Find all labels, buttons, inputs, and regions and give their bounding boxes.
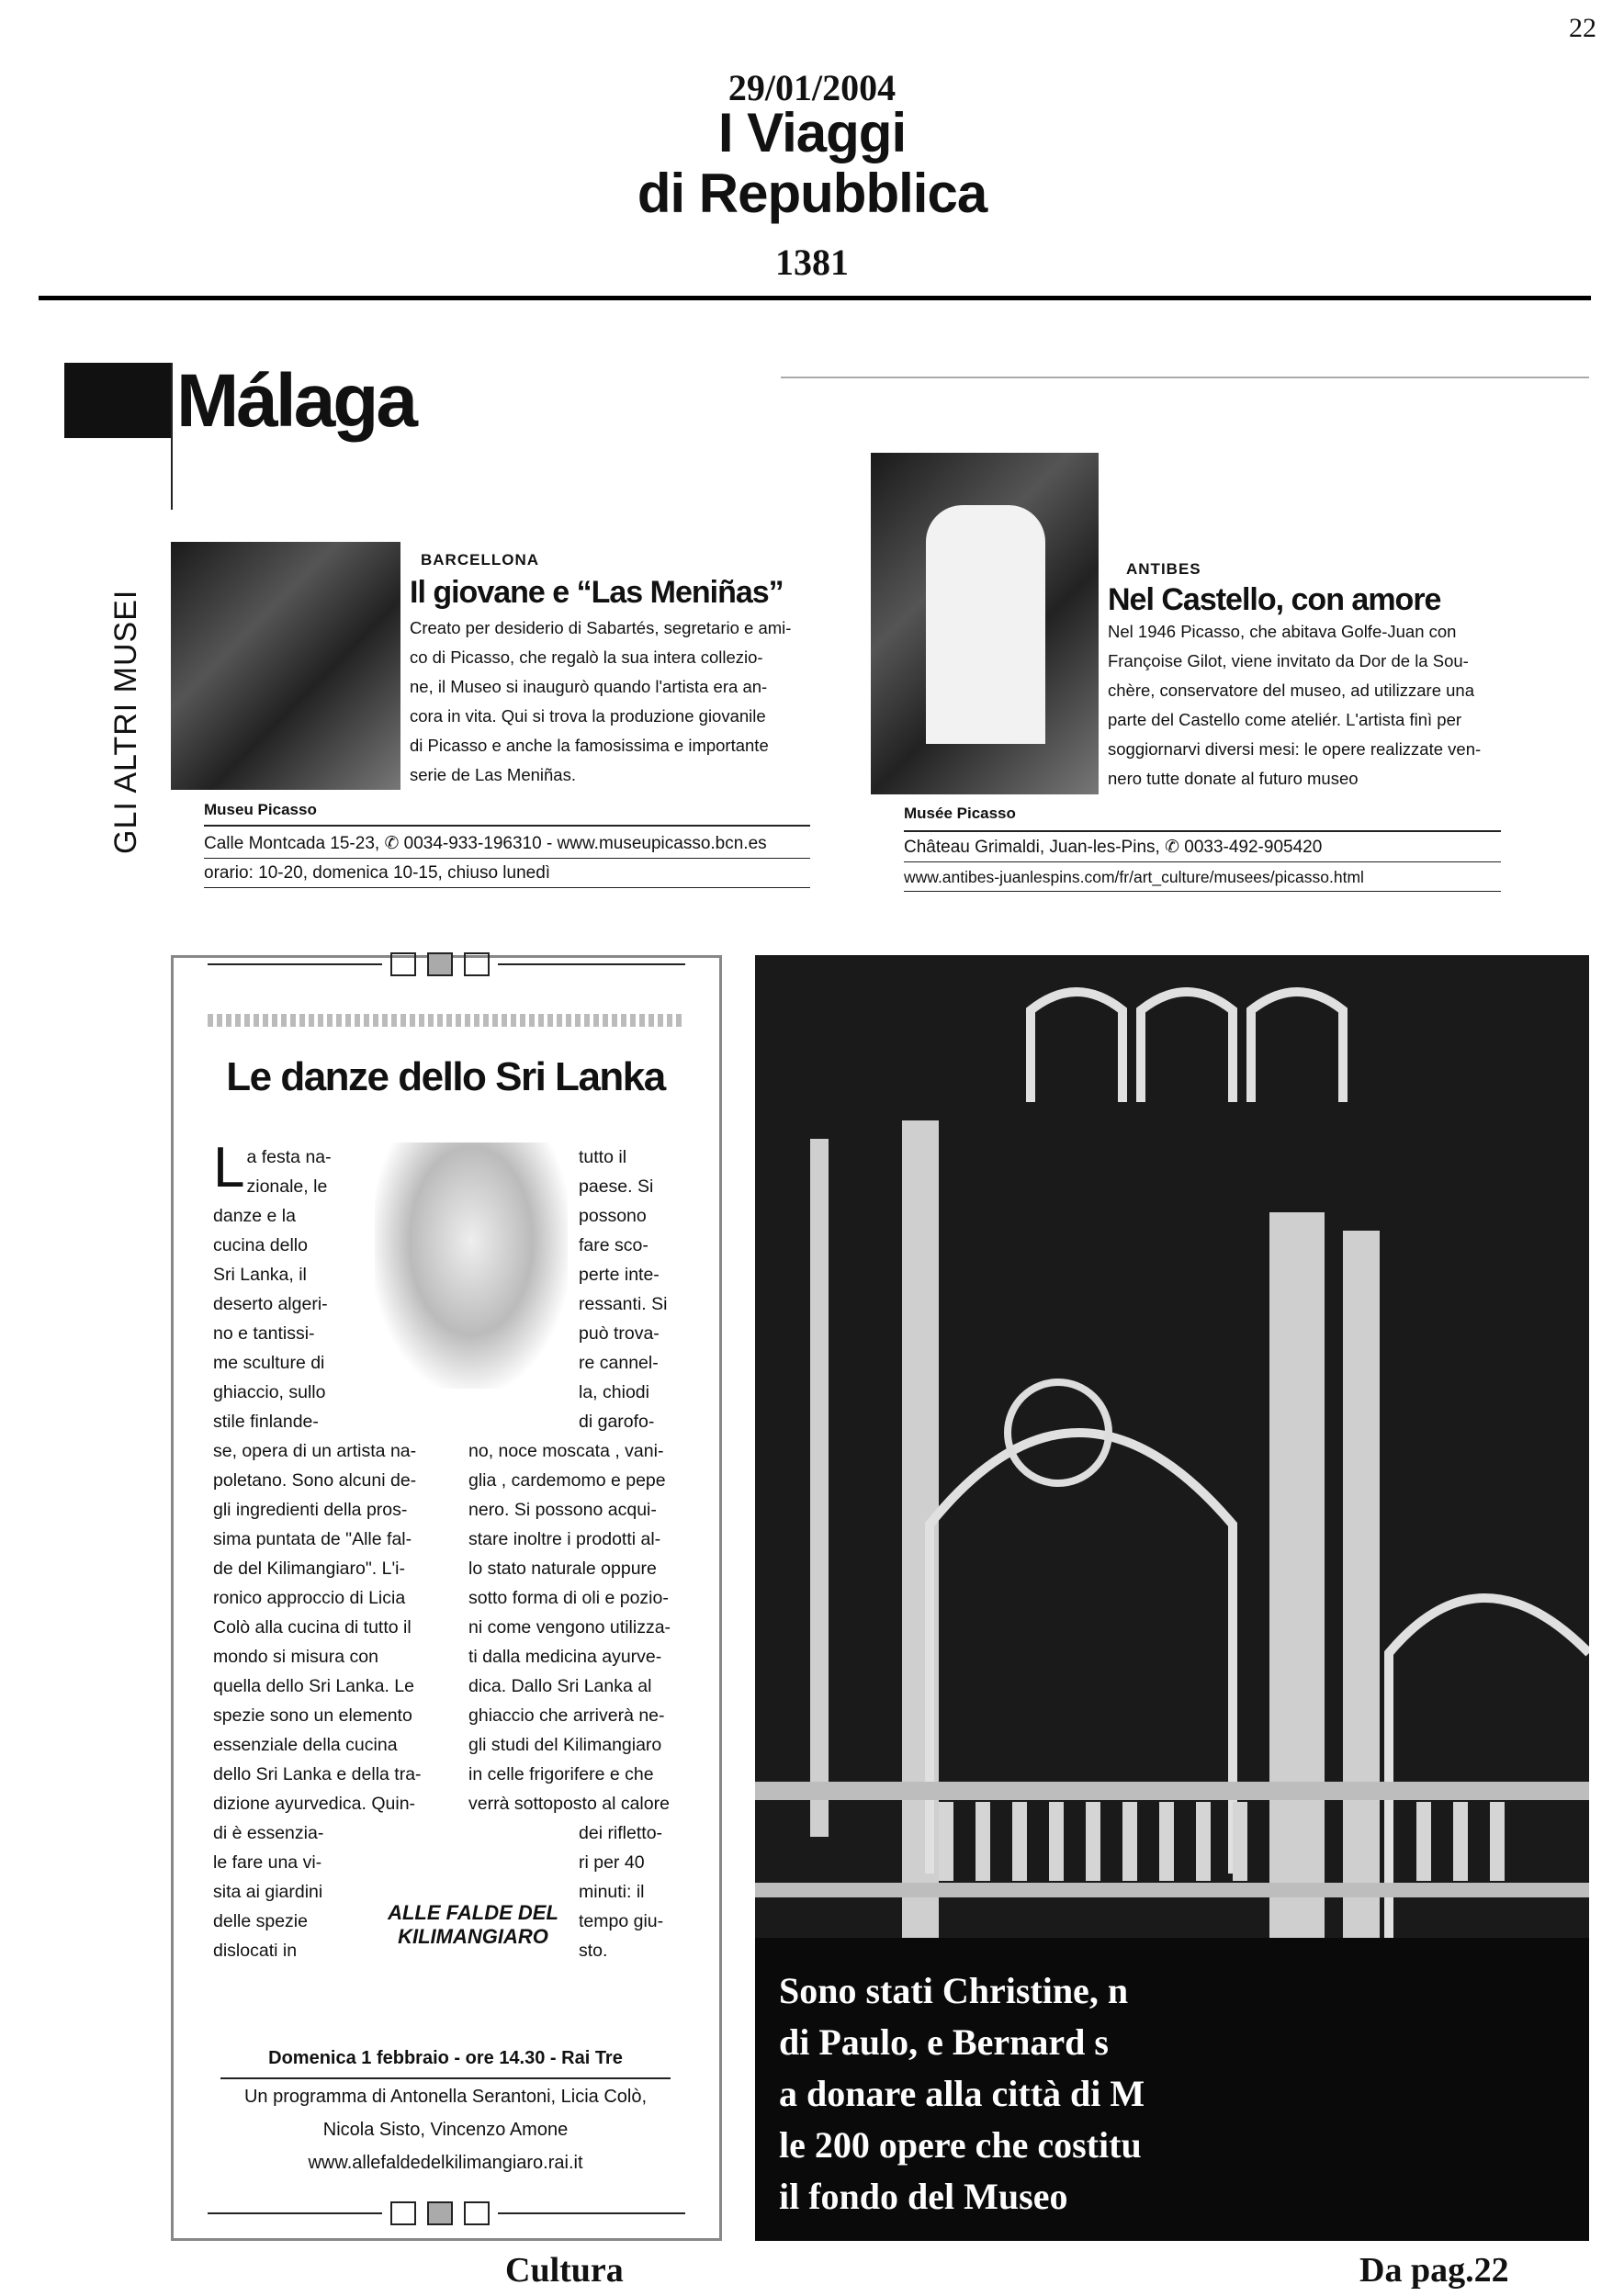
text-line: danze e la [213, 1206, 296, 1226]
article-body-line: chère, conservatore del museo, ad utilizzare una [1108, 681, 1474, 700]
barcelona-museum-photo [171, 542, 400, 790]
section-vertical-rule [171, 363, 173, 510]
info-top-rule [904, 830, 1501, 832]
text-line: le fare una vi- [213, 1852, 322, 1873]
text-line: verrà sottoposto al calore [468, 1794, 670, 1814]
page-number: 22 [1569, 13, 1596, 43]
text-line: quella dello Sri Lanka. Le [213, 1676, 414, 1696]
tv-schedule: Domenica 1 febbraio - ore 14.30 - Rai Tre [268, 2048, 623, 2068]
museum-address: Château Grimaldi, Juan-les-Pins, ✆ 0033-492-905420 [904, 834, 1501, 862]
text-line: perte inte- [579, 1265, 660, 1285]
text-line: gli ingredienti della pros- [213, 1500, 408, 1520]
text-line: se, opera di un artista na- [213, 1441, 417, 1461]
article-location: ANTIBES [1126, 560, 1201, 578]
text-line: tutto il [579, 1147, 627, 1167]
text-line: glia , cardemomo e pepe [468, 1470, 666, 1491]
article-title: Nel Castello, con amore [1108, 582, 1441, 617]
text-line: lo stato naturale oppure [468, 1559, 657, 1579]
caption-line: il fondo del Museo [779, 2176, 1068, 2217]
issue-number: 1381 [775, 242, 849, 283]
text-line: ronico approccio di Licia [213, 1588, 406, 1608]
text-line: dislocati in [213, 1941, 298, 1961]
text-line: ghiaccio che arriverà ne- [468, 1705, 665, 1726]
show-logo [377, 1874, 570, 1975]
tv-text-left-mid [213, 1436, 461, 1818]
text-line: tempo giu- [579, 1911, 664, 1931]
text-line: gli studi del Kilimangiaro [468, 1735, 662, 1755]
text-line: dei rifletto- [579, 1823, 663, 1843]
article-body [410, 613, 814, 790]
info-top-rule [204, 825, 810, 827]
article-body-line: nero tutte donate al futuro museo [1108, 769, 1359, 788]
tv-text-left-top [213, 1136, 378, 1436]
article-body [1108, 617, 1512, 793]
text-line: ni come vengono utilizza- [468, 1617, 671, 1638]
text-line: deserto algeri- [213, 1294, 328, 1314]
text-line: possono [579, 1206, 647, 1226]
museum-name: Museu Picasso [204, 801, 317, 818]
section-title: Málaga [176, 359, 415, 443]
text-line: de del Kilimangiaro". L'i- [213, 1559, 405, 1579]
article-body-line: Creato per desiderio di Sabartés, segretario e ami- [410, 618, 792, 637]
article-location: BARCELLONA [421, 551, 539, 568]
text-line: minuti: il [579, 1882, 645, 1902]
text-line: delle spezie [213, 1911, 308, 1931]
section-marker [64, 363, 173, 438]
article-title: Il giovane e “Las Meniñas” [410, 575, 784, 610]
tv-website: www.allefaldedelkilimangiaro.rai.it [308, 2153, 583, 2173]
box-top-ornament [171, 946, 722, 983]
article-body-line: di Picasso e anche la famosissima e importante [410, 736, 769, 755]
text-line: ri per 40 [579, 1852, 645, 1873]
tv-text-right-top [579, 1142, 712, 1436]
text-line: sotto forma di oli e pozio- [468, 1588, 669, 1608]
text-line: mondo si misura con [213, 1647, 378, 1667]
dropcap: L [213, 1136, 245, 1199]
show-logo-text: ALLE FALDE DEL KILIMANGIARO [388, 1901, 558, 1948]
tv-text-right-bottom [579, 1818, 712, 1965]
castle-window-opening [926, 505, 1045, 744]
text-line: ti dalla medicina ayurve- [468, 1647, 662, 1667]
photo-caption [779, 1965, 1569, 2223]
museum-address: Calle Montcada 15-23, ✆ 0034-933-196310 - www.museupicasso.bcn.es [204, 830, 810, 859]
caption-line: le 200 opere che costitu [779, 2124, 1142, 2166]
article-body-line: soggiornarvi diversi mesi: le opere realizzate ven- [1108, 739, 1482, 759]
text-line: re cannel- [579, 1353, 659, 1373]
museum-website: www.antibes-juanlespins.com/fr/art_culture/musees/picasso.html [904, 863, 1501, 892]
text-line: stare inoltre i prodotti al- [468, 1529, 661, 1549]
section-rule [781, 377, 1589, 378]
text-line: di garofo- [579, 1412, 655, 1432]
museum-hours: orario: 10-20, domenica 10-15, chiuso lunedì [204, 860, 810, 888]
tv-program-title: Le danze dello Sri Lanka [226, 1054, 665, 1099]
article-body-line: cora in vita. Qui si trova la produzione giovanile [410, 706, 766, 726]
schedule-rule [220, 2077, 671, 2079]
text-line: può trova- [579, 1323, 660, 1344]
article-body-line: Françoise Gilot, viene invitato da Dor de la Sou- [1108, 651, 1469, 670]
article-body-line: ne, il Museo si inaugurò quando l'artista era an- [410, 677, 768, 696]
text-line: paese. Si [579, 1176, 654, 1197]
tv-credits-line: Un programma di Antonella Serantoni, Licia Colò, [243, 2087, 648, 2107]
caption-line: Sono stati Christine, n [779, 1970, 1129, 2011]
text-line: fare sco- [579, 1235, 648, 1255]
publication-title-line2: di Repubblica [637, 163, 987, 224]
text-line: no e tantissi- [213, 1323, 315, 1344]
text-line: ressanti. Si [579, 1294, 668, 1314]
text-line: sima puntata de "Alle fal- [213, 1529, 412, 1549]
article-body-line: serie de Las Meniñas. [410, 765, 576, 784]
text-line: di è essenzia- [213, 1823, 324, 1843]
text-line: me sculture di [213, 1353, 325, 1373]
text-line: dello Sri Lanka e della tra- [213, 1764, 422, 1784]
text-line: sto. [579, 1941, 608, 1961]
presenter-portrait [375, 1142, 568, 1389]
text-line: in celle frigorifere e che [468, 1764, 654, 1784]
text-line: sita ai giardini [213, 1882, 323, 1902]
text-line: Colò alla cucina di tutto il [213, 1617, 412, 1638]
caption-line: di Paulo, e Bernard s [779, 2021, 1109, 2063]
text-line: dizione ayurvedica. Quin- [213, 1794, 416, 1814]
tv-text-left-bottom [213, 1818, 369, 1965]
text-line: dica. Dallo Sri Lanka al [468, 1676, 652, 1696]
box-bottom-ornament [171, 2195, 722, 2232]
article-body-line: Nel 1946 Picasso, che abitava Golfe-Juan con [1108, 622, 1457, 641]
text-line: Sri Lanka, il [213, 1265, 307, 1285]
text-line: a festa na- [246, 1147, 332, 1167]
text-line: nero. Si possono acqui- [468, 1500, 657, 1520]
decorative-band [208, 1014, 685, 1027]
caption-line: a donare alla città di M [779, 2073, 1145, 2114]
publication-title [0, 103, 1624, 224]
article-body-line: co di Picasso, che regalò la sua intera collezio- [410, 647, 763, 667]
tv-text-right-mid [468, 1436, 716, 1818]
text-line: essenziale della cucina [213, 1735, 398, 1755]
article-body-line: parte del Castello come ateliér. L'artista finì per [1108, 710, 1462, 729]
header-divider [39, 296, 1591, 300]
tv-credits-line: Nicola Sisto, Vincenzo Amone [322, 2120, 569, 2140]
footer-page-reference: Da pag.22 [1359, 2251, 1509, 2290]
text-line: zionale, le [246, 1176, 328, 1197]
text-line: cucina dello [213, 1235, 308, 1255]
publication-title-line1: I Viaggi [717, 102, 907, 163]
text-line: no, noce moscata , vani- [468, 1441, 664, 1461]
museum-name: Musée Picasso [904, 805, 1016, 822]
text-line: spezie sono un elemento [213, 1705, 412, 1726]
text-line: poletano. Sono alcuni de- [213, 1470, 417, 1491]
text-line: ghiaccio, sullo [213, 1382, 326, 1402]
publication-date: 29/01/2004 [727, 67, 897, 108]
text-line: stile finlande- [213, 1412, 319, 1432]
text-line: la, chiodi [579, 1382, 649, 1402]
footer-section-label: Cultura [505, 2251, 624, 2290]
